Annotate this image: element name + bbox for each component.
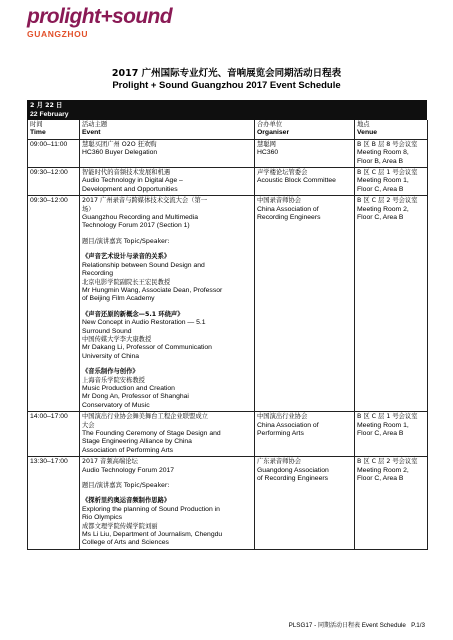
cell-line: Floor B, Area B	[357, 157, 404, 165]
cell-line: Recording	[82, 270, 113, 278]
cell-line: 北京电影学院副院长王宏民教授	[82, 278, 171, 286]
cell-line: 中国录音师协会	[257, 197, 302, 205]
event-details	[80, 196, 255, 412]
event-organiser	[255, 139, 355, 167]
cell-line: 中国演出行业协会	[257, 413, 308, 421]
cell-line: 《探析里约奥运音频制作思路》	[82, 497, 171, 505]
cell-line: HC360 Buyer Delegation	[82, 149, 158, 157]
cell-line: Stage Engineering Alliance by China	[82, 438, 192, 446]
cell-line: 《声音还原的新概念—5.1 环绕声》	[82, 310, 184, 318]
cell-line: Performing Arts	[257, 430, 304, 437]
cell-line: Association of Performing Arts	[82, 446, 174, 454]
cell-line: College of Arts and Sciences	[82, 539, 169, 547]
cell-line: China Association of	[257, 421, 319, 429]
event-time: 09:00–11:00	[28, 139, 80, 167]
logo-wordmark: prolight+sound	[27, 5, 172, 28]
spacer	[82, 304, 252, 311]
cell-line: 2017 音频高端论坛	[82, 458, 138, 466]
cell-line: of Beijing Film Academy	[82, 295, 155, 303]
day-label-english: 22 February	[30, 111, 69, 118]
cell-line: Ms Li Liu, Department of Journalism, Chengdu	[82, 531, 223, 539]
cell-line: of Recording Engineers	[257, 475, 329, 483]
cell-line: 《声音艺术设计与录音的关系》	[82, 253, 171, 261]
table-row	[28, 139, 428, 167]
event-organiser	[255, 412, 355, 457]
cell-line: 题目/演讲嘉宾 Topic/Speaker:	[82, 482, 170, 490]
cell-line: 广东录音师协会	[257, 458, 302, 466]
cell-line: Floor C, Area B	[357, 214, 404, 222]
cell-line: Meeting Room 2,	[357, 466, 409, 474]
prolight-sound-logo	[27, 6, 227, 42]
cell-line: Audio Technology in Digital Age –	[82, 177, 183, 185]
event-venue	[355, 457, 428, 550]
table-header-row	[28, 120, 428, 139]
cell-line: Meeting Room 1,	[357, 177, 409, 185]
event-details	[80, 457, 255, 550]
footer-code: PLSG17 -	[288, 622, 318, 629]
spacer	[82, 475, 252, 482]
cell-line: Floor C, Area B	[357, 430, 404, 437]
cell-line: 场）	[82, 205, 95, 213]
footer-english: Event Schedule	[359, 622, 406, 629]
page-footer	[289, 620, 425, 629]
cell-line: Surround Sound	[82, 327, 132, 335]
event-details	[80, 168, 255, 196]
header-venue: 地点 Venue	[355, 120, 428, 139]
cell-line: New Concept in Audio Restoration — 5.1	[82, 319, 206, 327]
cell-line: Acoustic Block Committee	[257, 177, 336, 185]
cell-line: Floor C, Area B	[357, 475, 404, 483]
cell-line: 《音乐制作与创作》	[82, 368, 139, 376]
cell-line: 中国演出行业协会舞美舞台工程企业联盟成立	[82, 413, 208, 421]
footer-chinese: 同期活动日程表	[317, 622, 360, 629]
cell-line: Mr Dong An, Professor of Shanghai	[82, 393, 189, 401]
cell-line: Meeting Room 8,	[357, 149, 409, 157]
cell-line: 声学楼论坛管委会	[257, 169, 308, 177]
cell-line: 题目/演讲嘉宾 Topic/Speaker:	[82, 237, 170, 245]
header-organiser: 合办单位 Organiser	[255, 120, 355, 139]
cell-line: Audio Technology Forum 2017	[82, 466, 175, 474]
cell-line: Guangzhou Recording and Multimedia	[82, 214, 198, 222]
table-row	[28, 412, 428, 457]
cell-line: B 区 C 层 2 号会议室	[357, 197, 418, 205]
cell-line: Meeting Room 2,	[357, 205, 409, 213]
cell-line: B 区 C 层 1 号会议室	[357, 413, 418, 421]
event-details	[80, 412, 255, 457]
event-organiser	[255, 196, 355, 412]
logo-city: GUANGZHOU	[27, 29, 89, 39]
cell-line: Mr Hungmin Wang, Associate Dean, Professor	[82, 286, 223, 294]
event-time: 09:30–12:00	[28, 168, 80, 196]
cell-line: China Association of	[257, 205, 319, 213]
table-row	[28, 457, 428, 550]
page-title-english: Prolight + Sound Guangzhou 2017 Event Schedule	[112, 80, 341, 91]
cell-line: 慧聪买团广州 O2O 狂欢购	[82, 140, 157, 148]
cell-line: Rio Olympics	[82, 514, 123, 522]
cell-line: Technology Forum 2017 (Section 1)	[82, 222, 190, 230]
event-details	[80, 139, 255, 167]
event-venue	[355, 139, 428, 167]
page-number: P.1/3	[411, 622, 425, 629]
cell-line: Relationship between Sound Design and	[82, 261, 205, 269]
event-time: 14:00–17:00	[28, 412, 80, 457]
cell-line: 2017 广州录音与跨媒体技术交流大会（第一	[82, 197, 208, 205]
cell-line: 慧聪网	[257, 140, 276, 148]
cell-line: Music Production and Creation	[82, 384, 175, 392]
cell-line: Mr Dakang Li, Professor of Communication	[82, 344, 212, 352]
header-event: 活动主题 Event	[80, 120, 255, 139]
cell-line: B 区 C 层 1 号会议室	[357, 169, 418, 177]
cell-line: 上海音乐学院安栋教授	[82, 376, 145, 384]
cell-line: HC360	[257, 149, 279, 157]
event-time: 13:30–17:00	[28, 457, 80, 550]
cell-line: B 区 B 层 8 号会议室	[357, 140, 418, 148]
cell-line: Guangdong Association	[257, 466, 329, 474]
event-schedule-table	[27, 120, 428, 550]
cell-line: 智能时代的音频技术发展和机遇	[82, 169, 171, 177]
event-venue	[355, 168, 428, 196]
spacer	[82, 231, 252, 238]
cell-line: 中国传媒大学李大康教授	[82, 335, 152, 343]
cell-line: Conservatory of Music	[82, 401, 150, 409]
cell-line: 成都文理学院传媒学院刘丽	[82, 522, 158, 530]
page-title-chinese: 2017 广州国际专业灯光、音响展览会同期活动日程表	[111, 68, 342, 79]
header-time: 时间 Time	[28, 120, 80, 139]
cell-line: Exploring the planning of Sound Production in	[82, 505, 220, 513]
event-venue	[355, 196, 428, 412]
event-venue	[355, 412, 428, 457]
event-time: 09:30–12:00	[28, 196, 80, 412]
cell-line: University of China	[82, 352, 140, 360]
cell-line: The Founding Ceremony of Stage Design and	[82, 430, 221, 437]
event-organiser	[255, 168, 355, 196]
cell-line: Floor C, Area B	[357, 185, 404, 193]
cell-line: Meeting Room 1,	[357, 421, 409, 429]
cell-line: 大会	[82, 421, 95, 429]
day-label-chinese: 2 月 22 日	[30, 102, 63, 109]
cell-line: B 区 C 层 2 号会议室	[357, 458, 418, 466]
event-organiser	[255, 457, 355, 550]
table-row	[28, 168, 428, 196]
table-row	[28, 196, 428, 412]
cell-line: Development and Opportunities	[82, 185, 178, 193]
day-header	[27, 100, 427, 120]
cell-line: Recording Engineers	[257, 214, 321, 222]
